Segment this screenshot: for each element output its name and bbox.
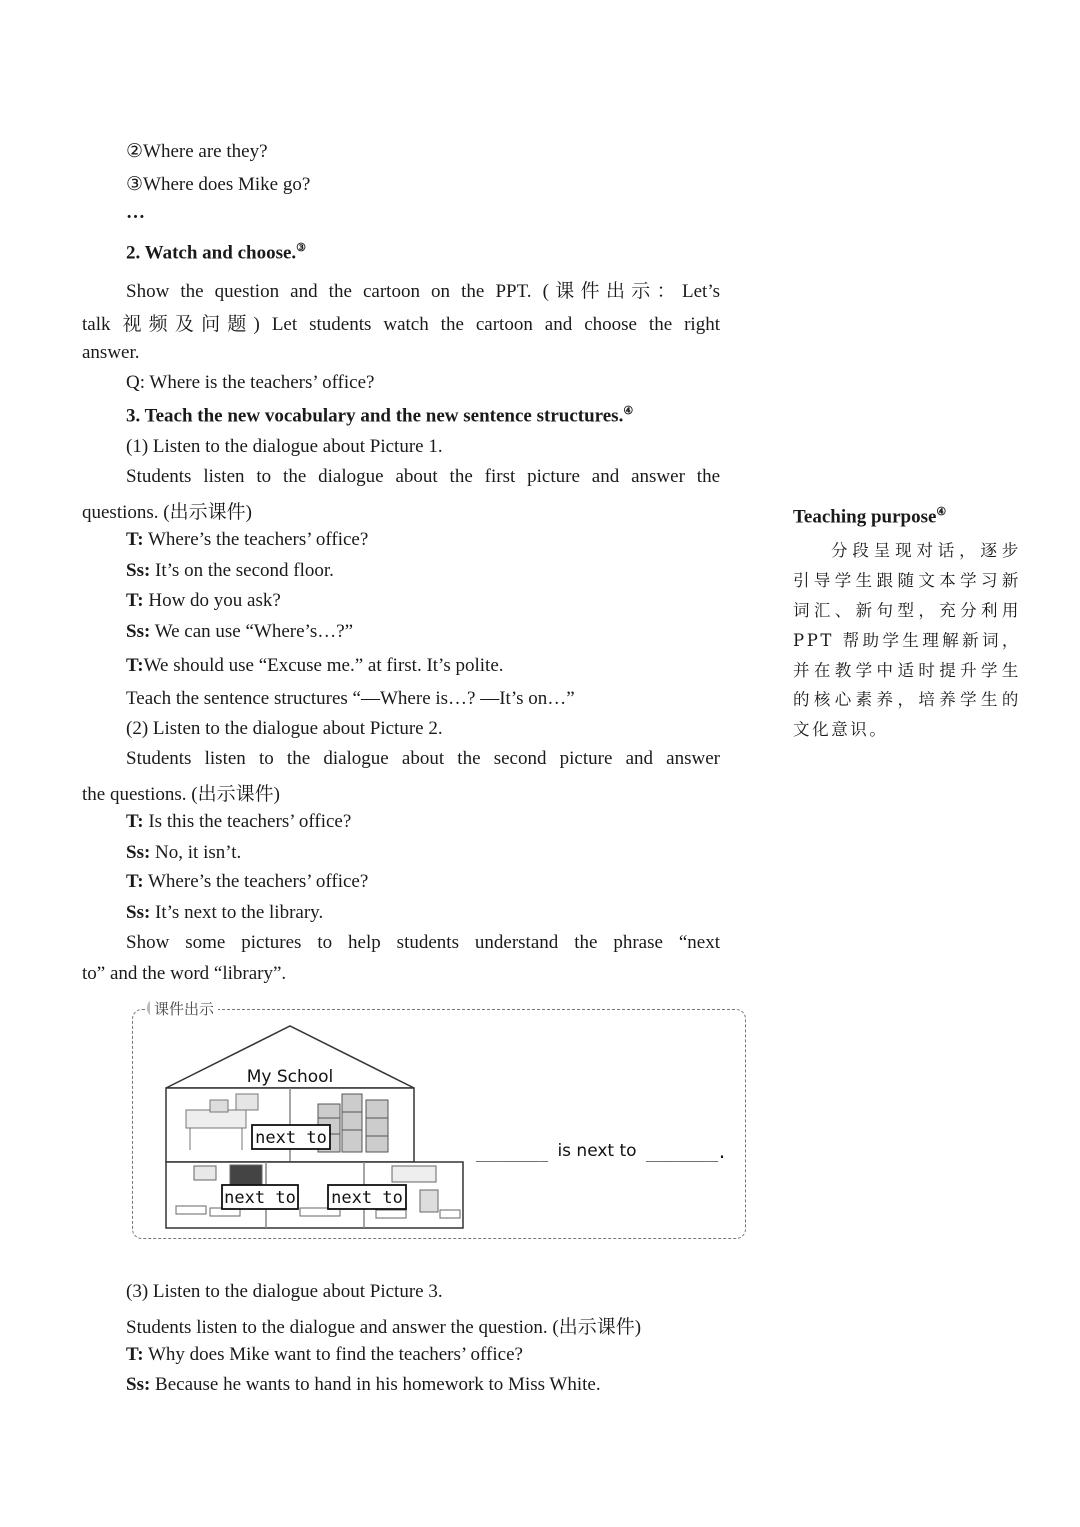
picture-2-heading: (2) Listen to the dialogue about Picture 2.	[126, 718, 443, 739]
show-pictures-line2: to” and the word “library”.	[82, 963, 287, 984]
teaching-purpose-sidebar	[793, 505, 1021, 745]
dialogue-1-line-5: T:We should use “Excuse me.” at first. It’s polite.	[126, 655, 504, 676]
courseware-tag: 课件出示	[150, 998, 218, 1019]
show-pictures-line1: Show some pictures to help students understand the phrase “next	[126, 932, 720, 953]
dialogue-3-line-2: Ss: Because he wants to hand in his homework to Miss White.	[126, 1374, 601, 1395]
dialogue-3-line-1: T: Why does Mike want to find the teachers’ office?	[126, 1344, 523, 1365]
footnote-mark-4: ④	[623, 405, 634, 417]
picture-1-heading: (1) Listen to the dialogue about Picture 1.	[126, 436, 443, 457]
label-bottom-right: next to	[331, 1188, 403, 1208]
footnote-mark-3: ③	[296, 242, 307, 254]
question-2: ②Where are they?	[126, 141, 268, 162]
dialogue-1-line-1: T: Where’s the teachers’ office?	[126, 529, 369, 550]
section-2-para-line2: talk 视频及问题) Let students watch the cartoon and choose the right	[82, 314, 720, 335]
section-2-para-line3: answer.	[82, 342, 140, 363]
sentence-middle: is next to	[557, 1141, 637, 1161]
label-bottom-left: next to	[224, 1188, 296, 1208]
label-top: next to	[255, 1128, 327, 1148]
sentence-blank-1: ________	[475, 1144, 549, 1162]
picture-1-para-line1: Students listen to the dialogue about the first picture and answer the	[126, 466, 720, 487]
dialogue-2-line-3: T: Where’s the teachers’ office?	[126, 871, 369, 892]
section-3-title: 3. Teach the new vocabulary and the new sentence structures.④	[126, 405, 634, 427]
picture-1-para-line2: questions. (出示课件)	[82, 502, 252, 523]
picture-2-para-line1: Students listen to the dialogue about the second picture and answer	[126, 748, 720, 769]
sidebar-footnote-mark: ④	[936, 506, 947, 518]
dialogue-2-line-2: Ss: No, it isn’t.	[126, 842, 242, 863]
ellipsis: …	[126, 202, 145, 223]
teach-sentence-structures: Teach the sentence structures “—Where is…? —It’s on…”	[126, 688, 575, 709]
section-2-question: Q: Where is the teachers’ office?	[126, 372, 375, 393]
section-2-title: 2. Watch and choose.③	[126, 242, 307, 264]
dialogue-2-line-1: T: Is this the teachers’ office?	[126, 811, 352, 832]
dialogue-1-line-2: Ss: It’s on the second floor.	[126, 560, 334, 581]
sidebar-body: 分段呈现对话，逐步引导学生跟随文本学习新词汇、新句型，充分利用 PPT 帮助学生理解新词，并在教学中适时提升学生的核心素养，培养学生的文化意识。	[793, 541, 1021, 740]
dialogue-1-line-4: Ss: We can use “Where’s…?”	[126, 621, 354, 642]
picture-2-para-line2: the questions. (出示课件)	[82, 784, 280, 805]
sentence-period: .	[716, 1143, 728, 1163]
section-2-para-line1: Show the question and the cartoon on the PPT. (课件出示：Let’s	[126, 281, 720, 302]
dialogue-1-line-3: T: How do you ask?	[126, 590, 281, 611]
sentence-blank-2: ________	[645, 1144, 719, 1162]
picture-3-para: Students listen to the dialogue and answer the question. (出示课件)	[126, 1317, 642, 1338]
dialogue-2-line-4: Ss: It’s next to the library.	[126, 902, 324, 923]
school-title: My School	[246, 1067, 334, 1087]
sidebar-title: Teaching purpose④	[793, 506, 947, 528]
question-3: ③Where does Mike go?	[126, 174, 311, 195]
picture-3-heading: (3) Listen to the dialogue about Picture 3.	[126, 1281, 443, 1302]
